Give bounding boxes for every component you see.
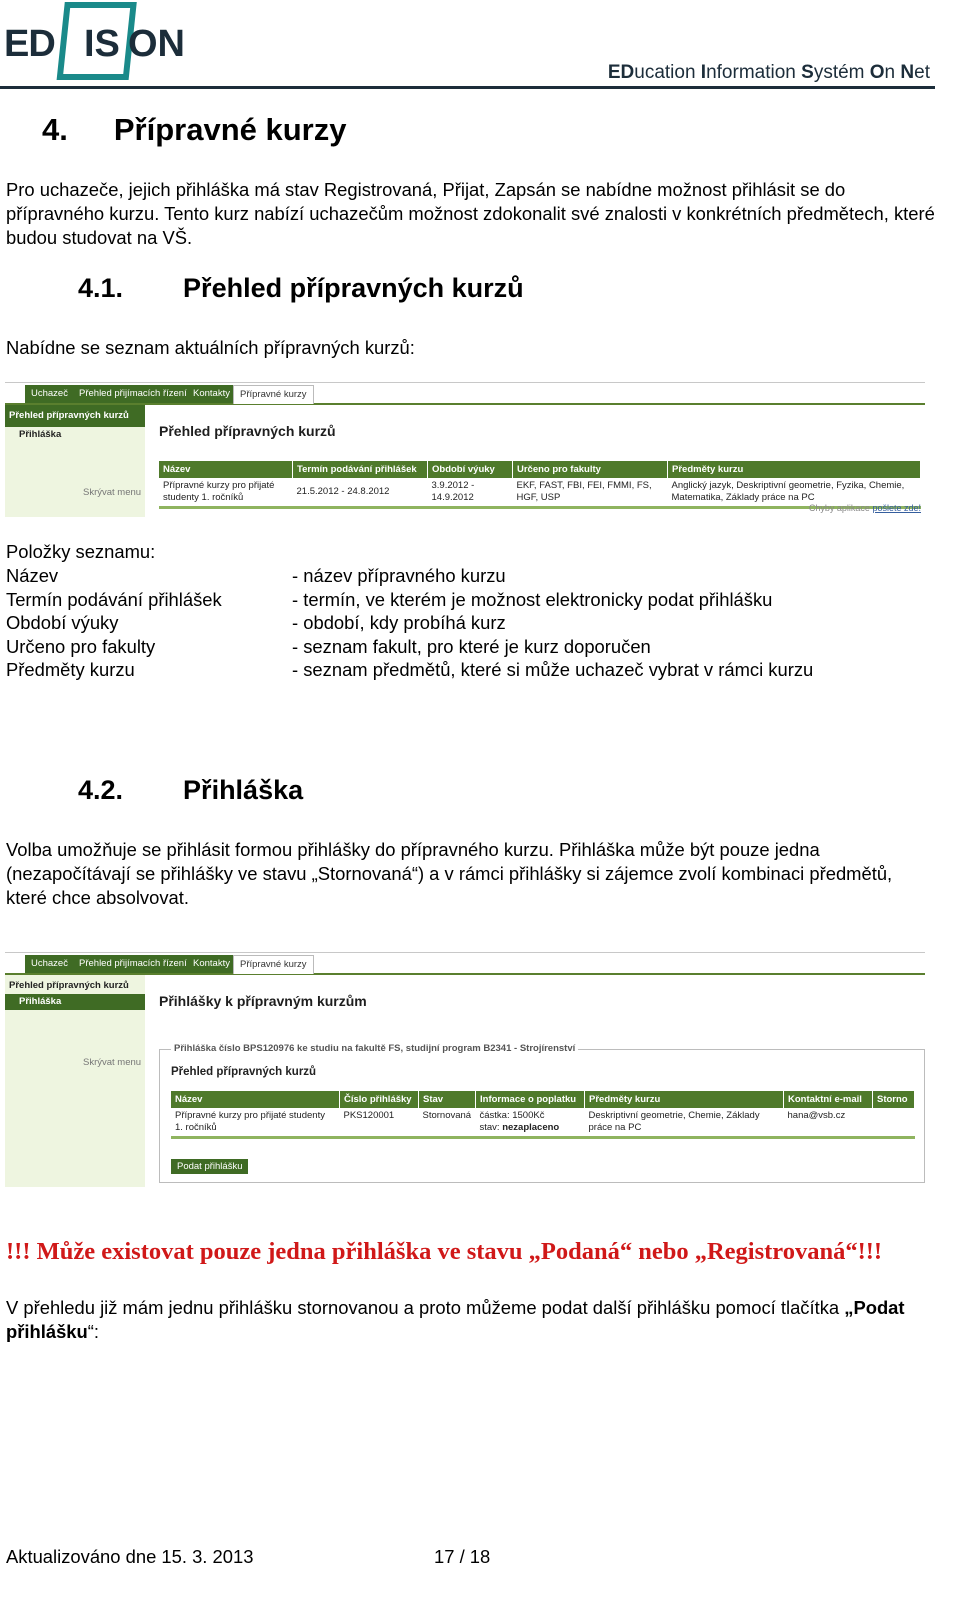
svg-text:ED: ED	[4, 23, 55, 65]
column-header[interactable]: Číslo přihlášky	[340, 1091, 419, 1108]
table-cell: Deskriptivní geometrie, Chemie, Základy práce na PC	[585, 1108, 784, 1138]
subsection-4-1-heading	[78, 273, 524, 304]
subsection-4-2-heading	[78, 775, 303, 806]
table-cell: Přípravné kurzy pro přijaté studenty 1. ročníků	[159, 478, 293, 508]
column-header[interactable]: Kontaktní e-mail	[784, 1091, 873, 1108]
item-term: Určeno pro fakulty	[6, 635, 156, 657]
tab-kontakty[interactable]: Kontakty	[187, 385, 237, 403]
top-nav	[5, 953, 925, 975]
item-desc: - termín, ve kterém je možnost elektronicky podat přihlášku	[292, 588, 773, 610]
screenshot-applications	[5, 952, 925, 1187]
header-tagline: EDucation Information Systém On Net	[607, 62, 930, 83]
hide-menu-link[interactable]: Skrývat menu	[83, 1057, 142, 1068]
report-bug-note: Chyby aplikace pošlete zde!	[808, 503, 921, 513]
sidebar-item-prihlaska[interactable]: Přihláška	[19, 429, 62, 440]
fee-cell	[476, 1108, 585, 1138]
table-cell: 3.9.2012 - 14.9.2012	[428, 478, 513, 508]
tab-uchazec[interactable]: Uchazeč	[25, 385, 75, 403]
item-desc: - seznam fakult, pro které je kurz doporučen	[292, 635, 651, 657]
items-heading: Položky seznamu:	[6, 541, 156, 562]
column-header[interactable]: Název	[159, 461, 293, 478]
tab-prehled-prijimacich-rizeni[interactable]: Přehled přijímacích řízení	[73, 385, 194, 403]
subsection-title: Přehled přípravných kurzů	[183, 273, 524, 303]
svg-text:IS: IS	[84, 23, 120, 65]
applications-table	[171, 1091, 915, 1139]
top-nav	[5, 383, 925, 405]
warning-note: !!! Může existovat pouze jedna přihláška ve stavu „Podaná“ nebo „Registrovaná“!!!	[6, 1238, 883, 1265]
table-cell: Stornovaná	[419, 1108, 476, 1138]
svg-text:ON: ON	[128, 23, 185, 65]
column-header[interactable]: Období výuky	[428, 461, 513, 478]
header-divider	[0, 86, 935, 89]
table-row[interactable]	[159, 478, 921, 508]
courses-subtitle: Přehled přípravných kurzů	[171, 1066, 317, 1078]
footer-updated: Aktualizováno dne 15. 3. 2013	[6, 1546, 254, 1567]
tab-prehled-prijimacich-rizeni[interactable]: Přehled přijímacích řízení	[73, 955, 194, 973]
hide-menu-link[interactable]: Skrývat menu	[83, 487, 142, 498]
column-header[interactable]: Termín podávání přihlášek	[293, 461, 428, 478]
item-desc: - seznam předmětů, které si může uchazeč vybrat v rámci kurzu	[292, 659, 814, 680]
table-cell: Přípravné kurzy pro přijaté studenty 1. ročníků	[171, 1108, 340, 1138]
table-cell: PKS120001	[340, 1108, 419, 1138]
items-descriptions	[292, 564, 932, 682]
subsection-title: Přihláška	[183, 775, 304, 805]
table-cell[interactable]	[873, 1108, 915, 1138]
panel-title: Přehled přípravných kurzů	[159, 423, 336, 439]
table-cell: hana@vsb.cz	[784, 1108, 873, 1138]
closing-bold-button-name: „Podat přihlášku	[6, 1297, 905, 1342]
column-header[interactable]: Předměty kurzu	[668, 461, 921, 478]
footer-page-number: 17 / 18	[434, 1546, 491, 1567]
item-term: Období výuky	[6, 612, 119, 633]
section-number: 4.	[42, 112, 68, 147]
side-menu	[5, 405, 145, 517]
column-header[interactable]: Stav	[419, 1091, 476, 1108]
item-desc: - období, kdy probíhá kurz	[292, 612, 506, 633]
items-terms	[6, 564, 286, 682]
courses-table	[159, 461, 921, 509]
table-row[interactable]	[171, 1108, 915, 1138]
tab-uchazec[interactable]: Uchazeč	[25, 955, 75, 973]
panel-title: Přihlášky k přípravným kurzům	[159, 993, 367, 1009]
column-header[interactable]: Informace o poplatku	[476, 1091, 585, 1108]
table-cell: 21.5.2012 - 24.8.2012	[293, 478, 428, 508]
section-heading	[42, 112, 346, 148]
submit-application-button[interactable]: Podat přihlášku	[171, 1159, 248, 1174]
tab-pripravne-kurzy[interactable]: Přípravné kurzy	[233, 385, 314, 404]
item-desc: - název přípravného kurzu	[292, 565, 506, 586]
column-header[interactable]: Storno	[873, 1091, 915, 1108]
tab-kontakty[interactable]: Kontakty	[187, 955, 237, 973]
section-title: Přípravné kurzy	[113, 112, 347, 147]
table-cell: Anglický jazyk, Deskriptivní geometrie, Fyzika, Chemie, Matematika, Základy práce na PC	[668, 478, 921, 508]
tab-pripravne-kurzy[interactable]: Přípravné kurzy	[233, 955, 314, 974]
fee-state-label: stav:	[479, 1122, 503, 1133]
item-term: Název	[6, 565, 59, 586]
table-header-row	[159, 461, 921, 478]
subsection-number: 4.2.	[78, 775, 124, 805]
screenshot-course-overview	[5, 382, 925, 517]
sidebar-item-prihlaska[interactable]: Přihláška	[5, 994, 145, 1010]
application-paragraph: Volba umožňuje se přihlásit formou přihlášky do přípravného kurzu. Přihláška může být pouze jedna (nezapočítávají se přihlášky ve stavu „Stornovaná“) a v rámci přihlášky si zájemce zvolí kombinaci předmětů, které chce absolvovat.	[6, 839, 893, 908]
item-term: Předměty kurzu	[6, 659, 135, 680]
sidebar-item-prehled[interactable]: Přehled přípravných kurzů	[5, 405, 145, 427]
column-header[interactable]: Určeno pro fakulty	[513, 461, 668, 478]
fee-state-value: nezaplaceno	[502, 1122, 560, 1133]
intro-paragraph: Pro uchazeče, jejich přihláška má stav Registrovaná, Přijat, Zapsán se nabídne možnost přihlásit se do přípravného kurzu. Tento kurz nabízí uchazečům možnost zdokonalit své znalosti v konkrétních předmětech, které budou studovat na VŠ.	[6, 179, 935, 248]
column-header[interactable]: Předměty kurzu	[585, 1091, 784, 1108]
table-cell: EKF, FAST, FBI, FEI, FMMI, FS, HGF, USP	[513, 478, 668, 508]
item-term: Termín podávání přihlášek	[6, 588, 222, 610]
fee-amount: částka: 1500Kč	[479, 1110, 545, 1121]
side-menu	[5, 975, 145, 1187]
edison-logo	[4, 0, 194, 84]
report-bug-link[interactable]: pošlete zde!	[872, 503, 921, 513]
subsection-number: 4.1.	[78, 273, 124, 303]
subsection-lead: Nabídne se seznam aktuálních přípravných kurzů:	[6, 337, 415, 358]
column-header[interactable]: Název	[171, 1091, 340, 1108]
application-legend: Přihláška číslo BPS120976 ke studiu na fakultě FS, studijní program B2341 - Strojírenství	[171, 1043, 578, 1054]
closing-paragraph: V přehledu již mám jednu přihlášku stornovanou a proto můžeme podat další přihlášku pomocí tlačítka „Podat přihlášku“:	[6, 1297, 905, 1342]
sidebar-item-prehled[interactable]: Přehled přípravných kurzů	[9, 980, 129, 991]
table-header-row	[171, 1091, 915, 1108]
